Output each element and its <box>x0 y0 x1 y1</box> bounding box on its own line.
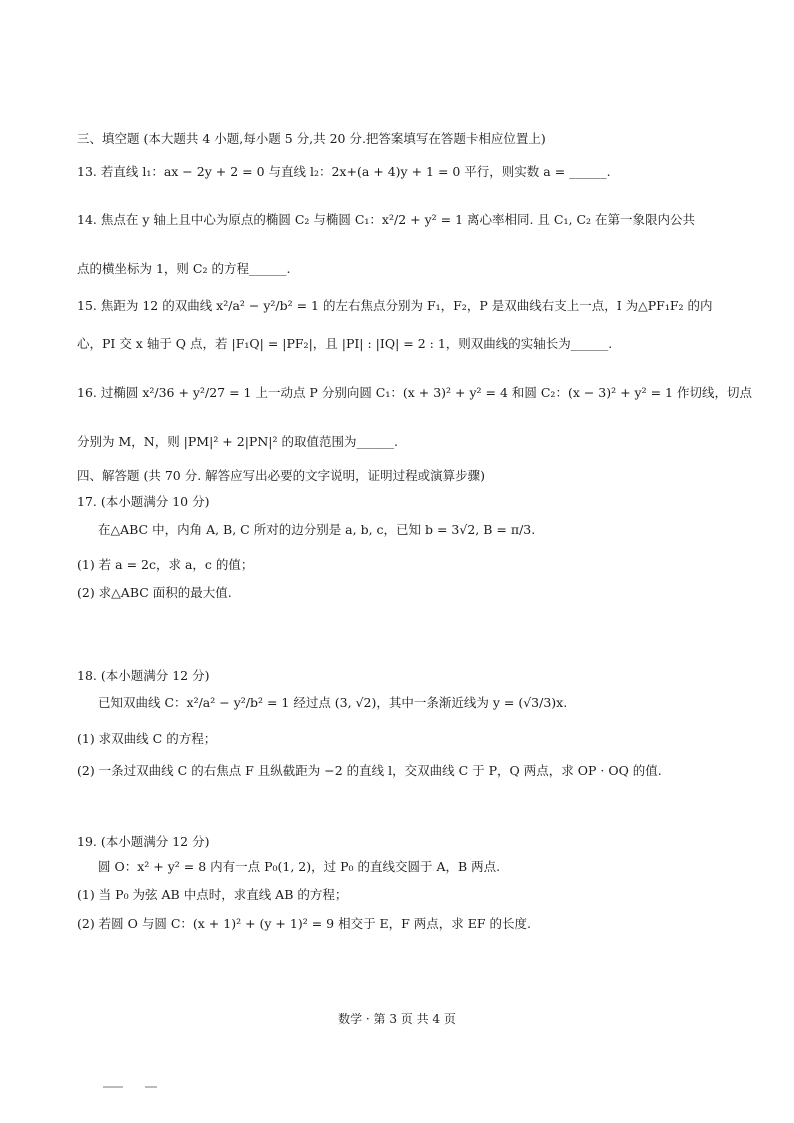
question-17-title: 17. (本小题满分 10 分) <box>77 494 210 509</box>
scan-artifact <box>103 1086 123 1088</box>
question-19-title: 19. (本小题满分 12 分) <box>77 834 210 849</box>
section-4-header: 四、解答题 (共 70 分. 解答应写出必要的文字说明，证明过程或演算步骤) <box>77 468 486 483</box>
question-18-title: 18. (本小题满分 12 分) <box>77 668 210 683</box>
question-19-stem: 圆 O：x² + y² = 8 内有一点 P₀(1, 2)，过 P₀ 的直线交圆于 A，B 两点. <box>98 859 501 874</box>
question-13: 13. 若直线 l₁：ax − 2y + 2 = 0 与直线 l₂：2x+(a + 4)y + 1 = 0 平行，则实数 a = ______. <box>77 164 611 179</box>
question-19-part-1: (1) 当 P₀ 为弦 AB 中点时，求直线 AB 的方程； <box>77 887 348 902</box>
question-16-line-1: 16. 过椭圆 x²/36 + y²/27 = 1 上一动点 P 分别向圆 C₁：(x + 3)² + y² = 4 和圆 C₂：(x − 3)² + y² = 1 作切线，切点 <box>77 385 752 400</box>
question-18-part-2: (2) 一条过双曲线 C 的右焦点 F 且纵截距为 −2 的直线 l，交双曲线 C 于 P，Q 两点，求 OP · OQ 的值. <box>77 763 662 778</box>
question-17-part-2: (2) 求△ABC 面积的最大值. <box>77 585 232 600</box>
page-footer: 数学 · 第 3 页 共 4 页 <box>338 1012 456 1026</box>
question-14-line-2: 点的横坐标为 1，则 C₂ 的方程______. <box>77 261 291 276</box>
question-14-line-1: 14. 焦点在 y 轴上且中心为原点的椭圆 C₂ 与椭圆 C₁：x²/2 + y² = 1 离心率相同. 且 C₁, C₂ 在第一象限内公共 <box>77 212 695 227</box>
section-3-header: 三、填空题 (本大题共 4 小题,每小题 5 分,共 20 分.把答案填写在答题卡相应位置上) <box>77 131 546 146</box>
question-17-stem: 在△ABC 中，内角 A, B, C 所对的边分别是 a, b, c，已知 b = 3√2, B = π/3. <box>98 522 536 537</box>
question-15-line-1: 15. 焦距为 12 的双曲线 x²/a² − y²/b² = 1 的左右焦点分别为 F₁，F₂，P 是双曲线右支上一点，I 为△PF₁F₂ 的内 <box>77 298 713 313</box>
question-15-line-2: 心，PI 交 x 轴于 Q 点，若 |F₁Q| = |PF₂|，且 |PI| : |IQ| = 2 : 1，则双曲线的实轴长为______. <box>77 336 613 351</box>
question-18-part-1: (1) 求双曲线 C 的方程； <box>77 731 217 746</box>
question-18-stem: 已知双曲线 C：x²/a² − y²/b² = 1 经过点 (3, √2)，其中一条渐近线为 y = (√3/3)x. <box>98 695 568 710</box>
scan-artifact <box>145 1086 157 1088</box>
question-16-line-2: 分别为 M，N，则 |PM|² + 2|PN|² 的取值范围为______. <box>77 434 398 449</box>
question-17-part-1: (1) 若 a = 2c，求 a，c 的值； <box>77 557 254 572</box>
question-19-part-2: (2) 若圆 O 与圆 C：(x + 1)² + (y + 1)² = 9 相交于 E，F 两点，求 EF 的长度. <box>77 916 532 931</box>
